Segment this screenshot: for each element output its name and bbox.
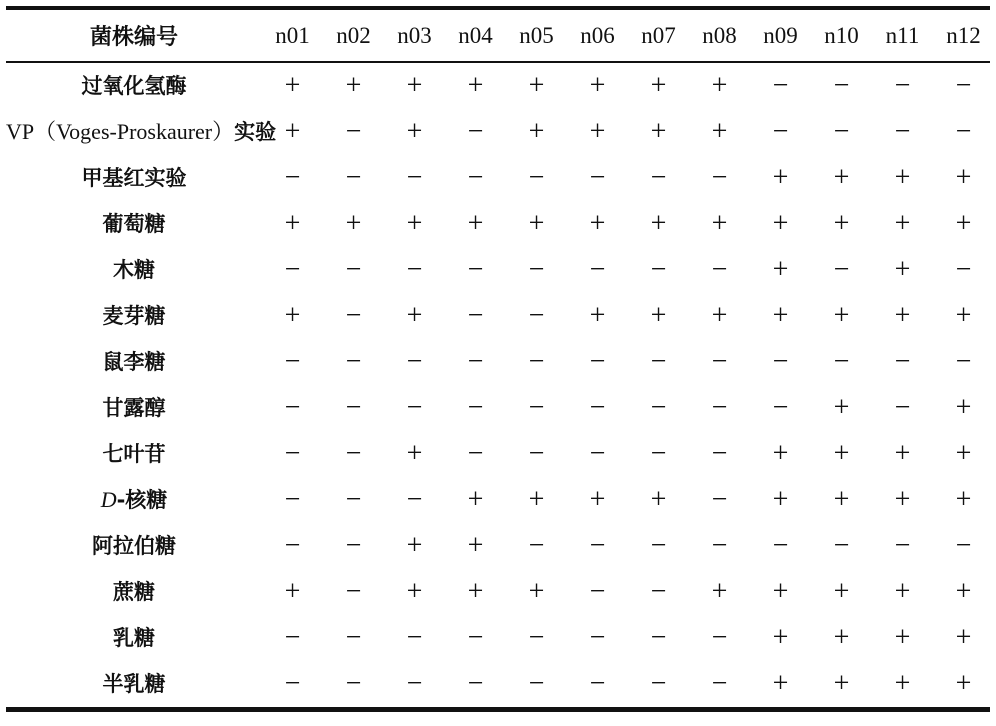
result-cell: + — [894, 438, 911, 469]
result-cell: + — [650, 208, 667, 239]
strain-number-header: 菌株编号 — [89, 25, 178, 50]
result-cell: + — [955, 484, 972, 515]
table-row — [6, 109, 994, 155]
result-cell: − — [345, 438, 362, 469]
result-cell: − — [955, 254, 972, 285]
result-cell: + — [833, 208, 850, 239]
result-cell: + — [772, 668, 789, 699]
result-cell: + — [406, 530, 423, 561]
test-name: 葡萄糖 — [102, 211, 166, 236]
result-cell: − — [345, 622, 362, 653]
result-cell: − — [894, 530, 911, 561]
result-cell: − — [650, 346, 667, 377]
result-cell: − — [772, 116, 789, 147]
result-cell: − — [589, 668, 606, 699]
result-cell: − — [711, 162, 728, 193]
result-cell: + — [406, 438, 423, 469]
result-cell: − — [284, 162, 301, 193]
result-cell: − — [711, 668, 728, 699]
result-cell: − — [589, 392, 606, 423]
test-name-part: -核糖 — [116, 488, 168, 512]
table-row — [6, 523, 994, 569]
result-cell: + — [467, 208, 484, 239]
result-cell: − — [955, 346, 972, 377]
result-cell: − — [467, 668, 484, 699]
result-cell: − — [528, 530, 545, 561]
result-cell: − — [650, 254, 667, 285]
result-cell: − — [528, 622, 545, 653]
test-name: 蔗糖 — [113, 579, 155, 604]
result-cell: + — [406, 208, 423, 239]
result-cell: + — [833, 300, 850, 331]
result-cell: + — [772, 484, 789, 515]
test-name — [6, 109, 277, 155]
test-name: 甲基红实验 — [81, 165, 187, 190]
result-cell: + — [955, 668, 972, 699]
test-name: 木糖 — [113, 257, 155, 282]
result-cell: − — [528, 254, 545, 285]
result-cell: + — [833, 622, 850, 653]
result-cell: − — [650, 438, 667, 469]
result-cell: + — [284, 208, 301, 239]
result-cell: + — [406, 576, 423, 607]
result-cell: + — [650, 300, 667, 331]
result-cell: − — [406, 484, 423, 515]
test-name — [6, 477, 262, 523]
result-cell: − — [467, 254, 484, 285]
result-cell: − — [406, 346, 423, 377]
result-cell: − — [467, 162, 484, 193]
result-cell: + — [894, 208, 911, 239]
result-cell: + — [284, 576, 301, 607]
strain-header: n02 — [336, 22, 371, 48]
test-name: 过氧化氢酶 — [81, 73, 187, 98]
result-cell: + — [955, 162, 972, 193]
result-cell: + — [711, 208, 728, 239]
result-cell: − — [650, 162, 667, 193]
result-cell: − — [284, 622, 301, 653]
result-cell: − — [406, 668, 423, 699]
test-name: 七叶苷 — [102, 441, 166, 466]
result-cell: − — [284, 438, 301, 469]
test-name: 半乳糖 — [102, 671, 166, 696]
header-row — [6, 10, 994, 61]
result-cell: − — [467, 300, 484, 331]
bottom-rule — [6, 707, 990, 712]
result-cell: + — [833, 438, 850, 469]
result-cell: − — [833, 254, 850, 285]
result-cell: − — [833, 116, 850, 147]
result-cell: + — [833, 392, 850, 423]
result-cell: + — [772, 300, 789, 331]
result-cell: + — [711, 576, 728, 607]
result-cell: − — [650, 668, 667, 699]
result-cell: + — [894, 162, 911, 193]
result-cell: − — [833, 70, 850, 101]
test-name: 乳糖 — [113, 625, 155, 650]
test-name: 麦芽糖 — [102, 303, 166, 328]
result-cell: + — [833, 162, 850, 193]
result-cell: − — [284, 668, 301, 699]
result-cell: − — [772, 70, 789, 101]
table-row — [6, 155, 994, 201]
test-name-part: D — [100, 487, 117, 512]
result-cell: − — [345, 116, 362, 147]
result-cell: − — [345, 300, 362, 331]
result-cell: + — [955, 208, 972, 239]
strain-header: n09 — [763, 22, 798, 48]
result-cell: + — [711, 70, 728, 101]
result-cell: + — [833, 668, 850, 699]
strain-header: n05 — [519, 22, 554, 48]
result-cell: − — [711, 254, 728, 285]
result-cell: + — [406, 70, 423, 101]
strain-header: n11 — [885, 22, 920, 48]
result-cell: + — [772, 576, 789, 607]
result-cell: − — [894, 392, 911, 423]
result-cell: + — [955, 392, 972, 423]
result-cell: − — [650, 392, 667, 423]
result-cell: − — [711, 346, 728, 377]
result-cell: − — [894, 116, 911, 147]
result-cell: + — [589, 208, 606, 239]
result-cell: + — [528, 70, 545, 101]
result-cell: − — [955, 116, 972, 147]
result-cell: + — [284, 70, 301, 101]
result-cell: − — [650, 530, 667, 561]
result-cell: − — [955, 530, 972, 561]
result-cell: + — [528, 116, 545, 147]
strain-header: n06 — [580, 22, 615, 48]
result-cell: + — [772, 208, 789, 239]
result-cell: − — [589, 438, 606, 469]
result-cell: + — [528, 576, 545, 607]
result-cell: + — [772, 254, 789, 285]
result-cell: − — [894, 346, 911, 377]
table-row — [6, 201, 994, 247]
result-cell: − — [772, 392, 789, 423]
strain-header: n04 — [458, 22, 493, 48]
result-cell: − — [711, 392, 728, 423]
result-cell: + — [833, 484, 850, 515]
result-cell: − — [284, 530, 301, 561]
result-cell: + — [894, 484, 911, 515]
result-cell: − — [528, 668, 545, 699]
result-cell: − — [345, 346, 362, 377]
result-cell: − — [955, 70, 972, 101]
result-cell: − — [284, 484, 301, 515]
test-name-part: VP（Voges-Proskaurer） — [6, 119, 235, 144]
table-row — [6, 431, 994, 477]
result-cell: − — [467, 438, 484, 469]
result-cell: + — [894, 622, 911, 653]
result-cell: − — [345, 668, 362, 699]
result-cell: − — [711, 622, 728, 653]
result-cell: − — [467, 392, 484, 423]
result-cell: + — [894, 254, 911, 285]
strain-header: n01 — [275, 22, 310, 48]
strain-header: n07 — [641, 22, 676, 48]
table-row — [6, 339, 994, 385]
result-cell: + — [589, 484, 606, 515]
result-cell: + — [772, 622, 789, 653]
result-cell: + — [345, 70, 362, 101]
result-cell: − — [528, 392, 545, 423]
result-cell: + — [467, 484, 484, 515]
result-cell: + — [467, 70, 484, 101]
result-cell: − — [711, 484, 728, 515]
result-cell: + — [894, 576, 911, 607]
result-cell: + — [467, 530, 484, 561]
strain-header: n10 — [824, 22, 859, 48]
result-cell: − — [589, 162, 606, 193]
test-name: 甘露醇 — [102, 395, 166, 420]
result-cell: − — [528, 300, 545, 331]
result-cell: − — [650, 576, 667, 607]
result-cell: + — [528, 208, 545, 239]
result-cell: − — [589, 530, 606, 561]
biochemical-test-table — [6, 10, 994, 61]
result-cell: − — [467, 346, 484, 377]
result-cell: − — [833, 346, 850, 377]
table-row — [6, 615, 994, 661]
result-cell: + — [955, 300, 972, 331]
result-cell: + — [406, 300, 423, 331]
strain-header: n03 — [397, 22, 432, 48]
table-row — [6, 293, 994, 339]
test-name: 鼠李糖 — [102, 349, 166, 374]
result-cell: − — [345, 530, 362, 561]
result-cell: − — [711, 438, 728, 469]
strain-header: n08 — [702, 22, 737, 48]
strain-header: n12 — [946, 22, 981, 48]
result-cell: + — [894, 668, 911, 699]
result-cell: + — [772, 162, 789, 193]
result-cell: + — [711, 116, 728, 147]
result-cell: − — [345, 254, 362, 285]
result-cell: − — [345, 484, 362, 515]
result-cell: + — [650, 70, 667, 101]
result-cell: + — [284, 116, 301, 147]
result-cell: − — [528, 162, 545, 193]
result-cell: − — [528, 438, 545, 469]
result-cell: + — [833, 576, 850, 607]
result-cell: + — [528, 484, 545, 515]
result-cell: − — [284, 392, 301, 423]
table-row — [6, 569, 994, 615]
biochemical-test-body — [6, 63, 994, 707]
result-cell: − — [772, 346, 789, 377]
result-cell: + — [894, 300, 911, 331]
result-cell: − — [589, 346, 606, 377]
result-cell: + — [955, 576, 972, 607]
result-cell: + — [650, 116, 667, 147]
result-cell: − — [406, 392, 423, 423]
result-cell: − — [711, 530, 728, 561]
table-row — [6, 247, 994, 293]
result-cell: + — [589, 300, 606, 331]
result-cell: − — [406, 254, 423, 285]
result-cell: + — [589, 116, 606, 147]
result-cell: − — [284, 346, 301, 377]
result-cell: − — [589, 622, 606, 653]
result-cell: + — [284, 300, 301, 331]
table-row — [6, 661, 994, 707]
result-cell: − — [467, 116, 484, 147]
table-row — [6, 63, 994, 109]
result-cell: + — [650, 484, 667, 515]
table-row — [6, 477, 994, 523]
biochem-table-container — [6, 6, 990, 712]
result-cell: + — [955, 438, 972, 469]
result-cell: + — [711, 300, 728, 331]
result-cell: − — [345, 576, 362, 607]
test-name-part: 实验 — [234, 120, 277, 144]
result-cell: − — [406, 162, 423, 193]
result-cell: − — [284, 254, 301, 285]
result-cell: − — [650, 622, 667, 653]
test-name: 阿拉伯糖 — [92, 533, 176, 558]
result-cell: − — [894, 70, 911, 101]
table-row — [6, 385, 994, 431]
result-cell: − — [467, 622, 484, 653]
result-cell: − — [589, 254, 606, 285]
result-cell: + — [467, 576, 484, 607]
result-cell: + — [589, 70, 606, 101]
result-cell: + — [406, 116, 423, 147]
result-cell: − — [528, 346, 545, 377]
result-cell: − — [589, 576, 606, 607]
result-cell: + — [345, 208, 362, 239]
result-cell: + — [772, 438, 789, 469]
result-cell: − — [345, 162, 362, 193]
result-cell: − — [833, 530, 850, 561]
result-cell: − — [772, 530, 789, 561]
result-cell: − — [345, 392, 362, 423]
result-cell: − — [406, 622, 423, 653]
result-cell: + — [955, 622, 972, 653]
